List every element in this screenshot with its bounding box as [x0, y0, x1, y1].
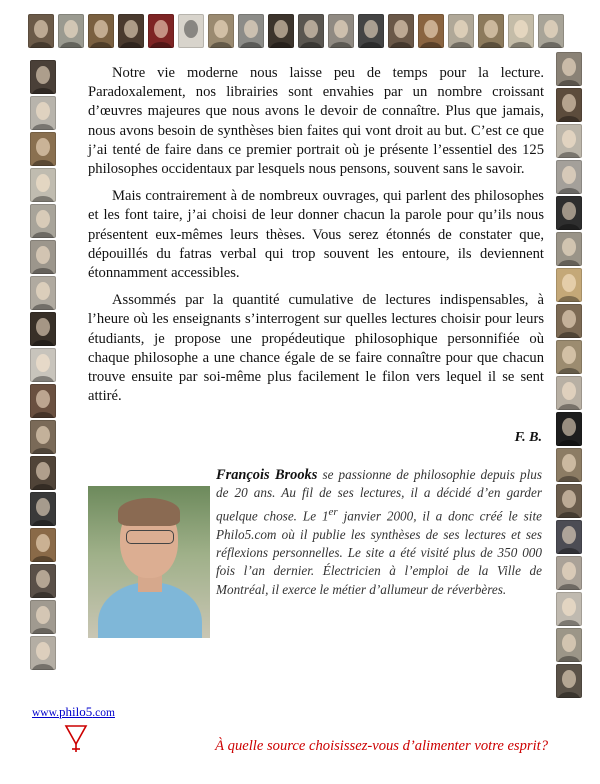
- author-name: François Brooks: [216, 467, 318, 483]
- philosopher-portrait: [30, 348, 56, 382]
- philo5-logo-icon: [64, 724, 88, 754]
- intro-text: [88, 64, 544, 414]
- philosopher-portrait: [30, 492, 56, 526]
- bio-superscript: er: [328, 505, 338, 518]
- philosopher-portrait: [418, 14, 444, 48]
- philosopher-portrait: [30, 204, 56, 238]
- philosopher-portrait: [556, 592, 582, 626]
- philosopher-portrait: [30, 276, 56, 310]
- philosopher-portrait: [208, 14, 234, 48]
- philosopher-portrait: [448, 14, 474, 48]
- philosopher-portrait: [30, 456, 56, 490]
- paragraph: Mais contrairement à de nombreux ouvrages, qui parlent des philosophes et les font taire, j’ai choisi de leur donner chacun la parole pour qu’ils nous présentent eux-mêmes leurs thèses. Vous serez étonnés de constater que, dépouillés du fatras verbal qui trop souvent les entoure, ils deviennent étonnamment accessibles.: [88, 188, 544, 282]
- philosopher-portrait: [30, 312, 56, 346]
- philosopher-portrait: [388, 14, 414, 48]
- philosopher-portrait: [298, 14, 324, 48]
- philosopher-portrait: [556, 160, 582, 194]
- philosopher-portrait: [30, 384, 56, 418]
- philosopher-portrait: [538, 14, 564, 48]
- philosopher-portrait: [58, 14, 84, 48]
- philosopher-portrait: [28, 14, 54, 48]
- philosopher-portrait: [556, 412, 582, 446]
- philosopher-portrait: [508, 14, 534, 48]
- philosopher-portrait: [556, 88, 582, 122]
- philosopher-portrait: [30, 96, 56, 130]
- philosopher-portrait: [30, 636, 56, 670]
- philosopher-portrait: [556, 268, 582, 302]
- author-signature: F. B.: [514, 430, 542, 445]
- coat-of-arms-emblem: [178, 14, 204, 48]
- philosopher-portrait: [478, 14, 504, 48]
- philosopher-portrait: [556, 484, 582, 518]
- portrait-border-right: [556, 52, 586, 692]
- site-link[interactable]: [32, 704, 115, 720]
- portrait-border-left: [30, 60, 60, 700]
- tagline: À quelle source choisissez-vous d’alimenter votre esprit?: [215, 738, 548, 754]
- philosopher-portrait: [556, 520, 582, 554]
- philosopher-portrait: [556, 124, 582, 158]
- philosopher-portrait: [30, 168, 56, 202]
- philosopher-portrait: [556, 664, 582, 698]
- philosopher-portrait: [556, 196, 582, 230]
- philosopher-portrait: [328, 14, 354, 48]
- paragraph: Assommés par la quantité cumulative de lectures indispensables, à l’heure où les enseignants s’interrogent sur quelles lectures choisir pour leurs étudiants, je propose une propédeutique philosophique personnifiée où chaque philosophe a une chance égale de se faire connaître pour que chacun trouve ensuite par soi-même plus facilement le filon vers lequel il se sent attiré.: [88, 292, 544, 405]
- portrait-border-top: [28, 14, 582, 52]
- site-link-main: philo5: [59, 704, 93, 719]
- philosopher-portrait: [556, 556, 582, 590]
- site-link-suffix: .com: [92, 707, 115, 719]
- philosopher-portrait: [556, 340, 582, 374]
- philosopher-portrait: [148, 14, 174, 48]
- philosopher-portrait: [556, 232, 582, 266]
- paragraph: Notre vie moderne nous laisse peu de temps pour la lecture. Paradoxalement, nos librairies sont envahies par un nombre croissant d’œuvres majeures que nous avons le devoir de connaître. Plus que jamais, nous avons besoin de synthèses bien faites qui vont droit au but. C’est ce que j’ai tenté de faire dans ce premier portrait où je présente l’essentiel des 125 philosophes occidentaux par lesquels nous pensons, souvent sans le savoir.: [88, 65, 544, 178]
- philosopher-portrait: [30, 132, 56, 166]
- philosopher-portrait: [358, 14, 384, 48]
- philosopher-portrait: [118, 14, 144, 48]
- philosopher-portrait: [30, 528, 56, 562]
- author-bio: [88, 466, 542, 628]
- philosopher-portrait: [556, 448, 582, 482]
- philosopher-portrait: [30, 600, 56, 634]
- philosopher-portrait: [238, 14, 264, 48]
- philosopher-portrait: [556, 376, 582, 410]
- philosopher-portrait: [556, 52, 582, 86]
- philosopher-portrait: [556, 304, 582, 338]
- philosopher-portrait: [30, 420, 56, 454]
- bio-text-part: janvier 2000, il a donc créé le site Philo5.com où il publie les synthèses de ses lectures et ses réflexions personnelles. Le site a été visité plus de 350 000 fois l’an dernier. Électricien à l’emploi de la Ville de Montréal, il exerce le métier d’allumeur de réverbères.: [216, 508, 542, 597]
- site-link-prefix: www.: [32, 707, 60, 719]
- philosopher-portrait: [88, 14, 114, 48]
- philosopher-portrait: [268, 14, 294, 48]
- philosopher-portrait: [30, 240, 56, 274]
- philosopher-portrait: [30, 564, 56, 598]
- philosopher-portrait: [556, 628, 582, 662]
- bio-text-part: se passionne de philosophie depuis plus de 20 ans. Au fil de ses lectures, il a décidé d’en garder quelque chose. Le 1: [216, 467, 543, 524]
- philosopher-portrait: [30, 60, 56, 94]
